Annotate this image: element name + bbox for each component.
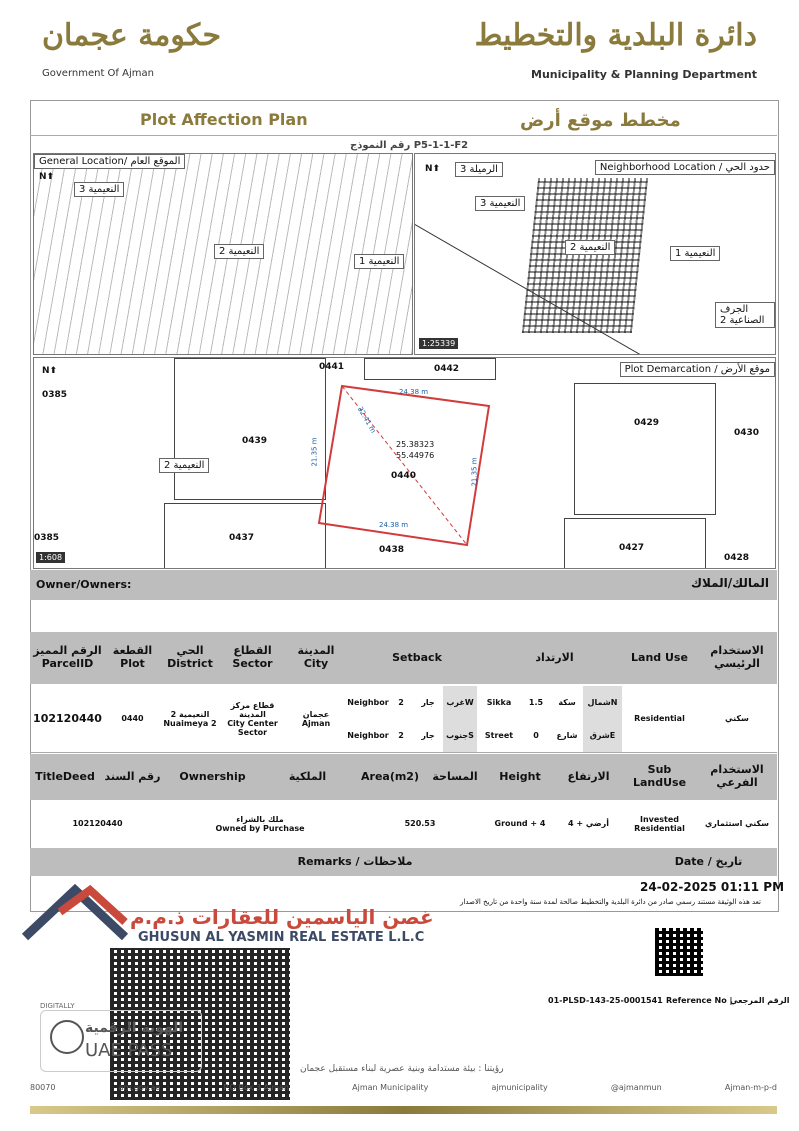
map-label: النعيمية 2 xyxy=(565,240,615,255)
plot-number: 0441 xyxy=(319,362,345,372)
district-value: النعيمية 2 Nuaimeya 2 xyxy=(163,709,217,728)
uaepass-brand-ar: الهوية الرقمية xyxy=(85,1020,184,1036)
setback-cell: شارع xyxy=(556,730,578,740)
setback-cell: شمالN xyxy=(583,686,622,719)
plot-number: 0437 xyxy=(229,533,255,543)
sublanduse-header-ar: الاستخدام الفرعي xyxy=(710,763,764,789)
general-location-map xyxy=(33,153,413,355)
dimension-left: 21.35 m xyxy=(310,437,319,467)
titledeed-header-ar: رقم السند xyxy=(104,769,161,783)
titledeed-header-en: TitleDeed xyxy=(35,769,95,783)
title-ar: مخطط موقع أرض xyxy=(520,110,681,131)
parcel-id-value: 102120440 xyxy=(33,711,102,725)
map-label: النعيمية 1 xyxy=(354,254,404,269)
plot-number: 0440 xyxy=(391,471,417,481)
plot-scale: 1:608 xyxy=(36,552,65,563)
dimension-top: 24.38 m xyxy=(399,388,429,396)
plot-number: 0427 xyxy=(619,543,645,553)
ownership-header-ar: الملكية xyxy=(288,769,327,783)
neighborhood-location-map xyxy=(414,153,776,355)
map-label: النعيمية 2 xyxy=(214,244,264,259)
plot-number: 0428 xyxy=(724,553,750,563)
setback-cell: جار xyxy=(421,697,435,707)
landuse-header-en: Land Use xyxy=(631,650,688,664)
validity-notice: تعد هذه الوثيقة مستند رسمي صادر من دائرة البلدية والتخطيط صالحة لمدة سنة واحدة من تاريخ الاصدار xyxy=(460,898,761,906)
city-value: عجمان Ajman xyxy=(301,709,331,728)
footer-item: am.gov.ae xyxy=(118,1083,161,1092)
municipality-logo-ar: دائرة البلدية والتخطيط xyxy=(474,18,757,53)
plot-value: 0440 xyxy=(121,714,144,724)
plot-number: 0439 xyxy=(242,436,268,446)
watermark-text-en: GHUSUN AL YASMIN REAL ESTATE L.L.C xyxy=(138,930,425,945)
plot-latitude: 25.38323 xyxy=(396,440,435,449)
plot-number: 0429 xyxy=(634,418,660,428)
plot-number: 0385 xyxy=(42,390,68,400)
map-label: النعيمية 3 xyxy=(475,196,525,211)
height-value-en: Ground + 4 xyxy=(494,819,546,829)
setback-cell: 2 xyxy=(398,730,404,740)
reference-number: 01-PLSD-143-25-0001541 xyxy=(548,996,663,1005)
map-label: النعيمية 1 xyxy=(670,246,720,261)
owner-label-ar: المالك/الملاك xyxy=(690,576,769,590)
footer-item: @ajmanmun xyxy=(610,1083,662,1092)
neighbor-plot xyxy=(174,358,326,500)
setback-cell: شرقE xyxy=(583,719,622,752)
footer-contacts xyxy=(30,1083,777,1092)
plot-number: 0438 xyxy=(379,545,405,555)
neighborhood-location-title: Neighborhood Location / حدود الحي xyxy=(595,160,775,175)
owner-label-en: Owner/Owners: xyxy=(36,578,132,591)
reference-label-ar: الرقم المرجعي xyxy=(730,996,790,1005)
title-en: Plot Affection Plan xyxy=(140,110,308,129)
divider xyxy=(30,752,777,753)
plot-number: 0442 xyxy=(434,364,460,374)
plot-demarcation-map xyxy=(33,357,776,569)
setback-header-ar: الارتداد xyxy=(535,650,574,664)
ownership-value: ملك بالشراء Owned by Purchase xyxy=(215,814,305,833)
uaepass-brand-en: UAE PASS xyxy=(85,1040,173,1061)
digitally-signed-label: DIGITALLY xyxy=(40,1002,75,1010)
setback-cell: 1.5 xyxy=(528,697,544,707)
owner-bar xyxy=(30,570,777,600)
map-label: الرميلة 3 xyxy=(455,162,503,177)
footer-item: 80070 xyxy=(30,1083,56,1092)
map-label: الجرف الصناعية 2 xyxy=(715,302,775,328)
dimension-right: 21.35 m xyxy=(470,457,479,487)
height-header-ar: الارتفاع xyxy=(567,769,610,783)
area-header-ar: المساحة xyxy=(432,769,478,783)
area-value: 520.53 xyxy=(404,819,436,829)
neighbor-plot xyxy=(364,358,496,380)
neighbor-plot xyxy=(574,383,716,515)
sector-value: قطاع مركز المدينة City Center Sector xyxy=(227,700,278,738)
general-location-title: General Location/ الموقع العام xyxy=(34,154,185,169)
neighborhood-scale: 1:25339 xyxy=(419,338,458,349)
ajman-government-logo-en: Government Of Ajman xyxy=(42,68,154,79)
setback-cell: 2 xyxy=(398,697,404,707)
setback-cell: Sikka xyxy=(486,697,512,707)
district-header: الحي District xyxy=(167,644,213,670)
titledeed-value: 102120440 xyxy=(72,819,123,829)
plot-demarcation-title: Plot Demarcation / موقع الأرض xyxy=(620,362,775,377)
setback-cell: Neighbor xyxy=(347,730,389,740)
reference-label-en: Reference No | xyxy=(666,996,733,1005)
north-arrow-icon: N⬆ xyxy=(42,366,58,376)
sublanduse-value-en: Invested Residential xyxy=(634,814,685,833)
date-label: Date / تاريخ xyxy=(674,854,743,868)
north-arrow-icon: N⬆ xyxy=(39,172,55,182)
sector-header: القطاع Sector xyxy=(232,644,273,670)
footer-gold-strip xyxy=(30,1106,777,1114)
form-number: رقم النموذج P5-1-1-F2 xyxy=(350,140,469,151)
setback-cell: جار xyxy=(421,730,435,740)
municipality-logo-en: Municipality & Planning Department xyxy=(531,68,757,81)
fingerprint-icon xyxy=(50,1020,84,1054)
setback-header-en: Setback xyxy=(392,650,442,664)
setback-cell: Street xyxy=(484,730,514,740)
sublanduse-header-en: Sub LandUse xyxy=(632,763,687,789)
plot-longitude: 55.44976 xyxy=(396,451,435,460)
watermark-text-ar: غصن الياسمين للعقارات ذ.م.م xyxy=(130,905,434,929)
setback-cell: Neighbor xyxy=(347,697,389,707)
district-label: النعيمية 2 xyxy=(159,458,209,473)
landuse-header-ar: الاستخدام الرئيسي xyxy=(710,644,764,670)
setback-grid xyxy=(347,686,622,752)
plot-number: 0385 xyxy=(34,533,60,543)
map-label: النعيمية 3 xyxy=(74,182,124,197)
height-value-ar: أرضي + 4 xyxy=(567,819,610,829)
area-header-en: Area(m2) xyxy=(361,769,419,783)
setback-cell: 0 xyxy=(533,730,539,740)
footer-item: P.O Box 3 Ajman xyxy=(223,1083,289,1092)
footer-item: Ajman Municipality xyxy=(352,1083,429,1092)
landuse-value-en: Residential xyxy=(634,714,685,724)
watermark-house-icon xyxy=(20,882,130,942)
dimension-diagonal: 32.41 m xyxy=(355,405,378,435)
footer-item: Ajman-m-p-d xyxy=(724,1083,777,1092)
vision-statement: رؤيتنا : بيئة مستدامة وبنية عصرية لبناء مستقبل عجمان xyxy=(300,1064,504,1074)
setback-cell: غربW xyxy=(443,686,477,719)
neighborhood-block-grid xyxy=(522,178,648,333)
date-value: 24-02-2025 01:11 PM xyxy=(640,880,785,894)
setback-cell: جنوبS xyxy=(443,719,477,752)
footer-item: ajmunicipality xyxy=(491,1083,548,1092)
ownership-header-en: Ownership xyxy=(179,769,246,783)
setback-cell: سكة xyxy=(558,697,576,707)
parcel-id-header: الرقم المميز ParcelID xyxy=(33,644,102,670)
dimension-bottom: 24.38 m xyxy=(379,521,409,529)
city-header: المدينة City xyxy=(297,644,335,670)
qr-code-icon xyxy=(655,928,703,976)
sublanduse-value-ar: سكني استثماري xyxy=(704,819,770,829)
landuse-value-ar: سكني xyxy=(725,714,749,724)
north-arrow-icon: N⬆ xyxy=(425,164,441,174)
remarks-label: Remarks / ملاحظات xyxy=(297,854,413,868)
height-header-en: Height xyxy=(499,769,541,783)
divider xyxy=(30,135,777,136)
plot-number: 0430 xyxy=(734,428,760,438)
plot-header: القطعة Plot xyxy=(112,644,153,670)
ajman-government-logo-ar: حكومة عجمان xyxy=(42,18,221,53)
